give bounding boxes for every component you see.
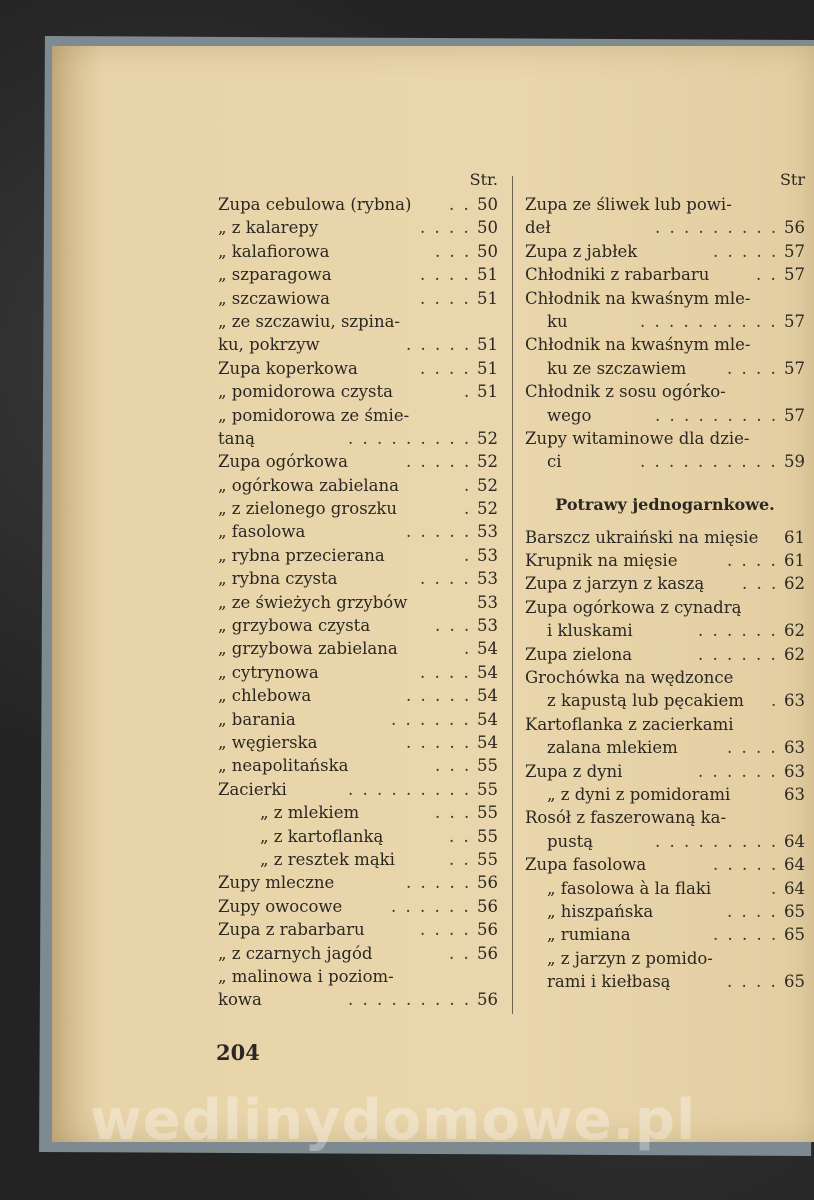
entry-page: 57: [784, 265, 805, 285]
entry-leader: . . . . . .: [698, 621, 778, 641]
toc-entry: [218, 918, 498, 941]
entry-leader: . . . . . . . . .: [348, 779, 472, 799]
entry-title: Chłodnik na kwaśnym mle-: [525, 288, 751, 308]
toc-entry: [218, 474, 498, 497]
entry-leader: . . . . .: [406, 873, 472, 893]
entry-page: 57: [784, 311, 805, 331]
toc-entry: [525, 783, 805, 806]
entry-leader: . . . . . .: [391, 896, 471, 916]
entry-title: Barszcz ukraiński na mięsie: [525, 527, 759, 547]
right-entries: [525, 193, 805, 474]
entry-leader: . . . . . . . . .: [348, 990, 472, 1010]
entry-page: 52: [477, 475, 498, 495]
entry-leader: . . . . .: [406, 522, 472, 542]
entry-title: „ rumiana: [547, 925, 631, 945]
entry-page: 54: [477, 709, 498, 729]
toc-entry: [525, 760, 805, 783]
entry-title: Krupnik na mięsie: [525, 551, 678, 571]
entry-page: 53: [477, 592, 498, 612]
toc-entry: [525, 380, 805, 403]
entry-page: 50: [477, 195, 498, 214]
toc-entry: [218, 240, 498, 263]
toc-entry: [525, 357, 805, 380]
entry-title: z kapustą lub pęcakiem: [547, 691, 744, 711]
entry-page: 63: [784, 738, 805, 758]
entry-page: 64: [784, 831, 805, 851]
entry-leader: . .: [449, 826, 471, 846]
entry-leader: . . . . . .: [698, 761, 778, 781]
entry-title: Kartoflanka z zacierkami: [525, 714, 734, 734]
entry-title: „ rybna czysta: [218, 569, 338, 589]
entry-leader: . . .: [435, 756, 472, 776]
entry-page: 64: [784, 878, 805, 898]
entry-page: 55: [477, 849, 498, 869]
entry-page: 55: [477, 803, 498, 823]
toc-entry: [525, 666, 805, 689]
entry-page: 57: [784, 358, 805, 378]
toc-entry: [525, 713, 805, 736]
entry-title: zalana mlekiem: [547, 738, 678, 758]
entry-page: 65: [784, 972, 805, 992]
entry-page: 53: [477, 616, 498, 636]
toc-entry: [525, 806, 805, 829]
entry-leader: . . . . . . . . . .: [640, 311, 778, 331]
toc-entry: [218, 988, 498, 1011]
page-number: 204: [216, 1040, 260, 1065]
entry-page: 56: [477, 943, 498, 963]
toc-entry: [218, 848, 498, 871]
toc-entry: [525, 427, 805, 450]
left-column-header: Str.: [469, 170, 498, 189]
entry-page: 61: [784, 551, 805, 571]
entry-page: 63: [784, 691, 805, 711]
entry-title: ci: [547, 452, 562, 472]
entry-leader: . . .: [435, 616, 472, 636]
entry-leader: .: [771, 878, 779, 898]
entry-leader: .: [464, 545, 472, 565]
entry-title: Zupa z jabłek: [525, 241, 638, 261]
entry-page: 62: [784, 574, 805, 594]
entry-page: 56: [477, 920, 498, 940]
toc-entry: [525, 970, 805, 993]
entry-title: „ z czarnych jagód: [218, 943, 373, 963]
entry-title: Grochówka na wędzonce: [525, 668, 734, 688]
toc-entry: [218, 380, 498, 403]
entry-leader: . . . .: [420, 288, 471, 308]
entry-title: „ węgierska: [218, 732, 318, 752]
entry-leader: . . . . . .: [698, 644, 778, 664]
entry-title: Zupa z jarzyn z kaszą: [525, 574, 705, 594]
entry-leader: . . . . .: [406, 452, 472, 472]
entry-title: „ szparagowa: [218, 265, 332, 285]
entry-leader: . . . . .: [406, 686, 472, 706]
entry-title: „ barania: [218, 709, 296, 729]
entry-page: 55: [477, 826, 498, 846]
entry-page: 52: [477, 428, 498, 448]
entry-title: Zupa koperkowa: [218, 358, 358, 378]
entry-title: Zacierki: [218, 779, 287, 799]
entry-page: 61: [784, 527, 805, 547]
toc-entry: [218, 684, 498, 707]
toc-entry: [218, 427, 498, 450]
section-title: Potrawy jednogarnkowe.: [555, 494, 775, 514]
entry-leader: . . .: [435, 803, 472, 823]
entry-page: 63: [784, 761, 805, 781]
toc-entry: [525, 572, 805, 595]
column-divider: [512, 176, 513, 1014]
entry-title: „ szczawiowa: [218, 288, 331, 308]
entry-leader: . . .: [435, 241, 472, 261]
entry-page: 62: [784, 644, 805, 664]
entry-page: 50: [477, 241, 498, 261]
toc-entry: [525, 689, 805, 712]
entry-page: 54: [477, 686, 498, 706]
entry-title: „ ze świeżych grzybów: [218, 592, 408, 612]
entry-title: Zupy mleczne: [218, 873, 335, 893]
entry-leader: . . . . . .: [391, 709, 471, 729]
toc-entry: [525, 450, 805, 473]
toc-entry: [525, 923, 805, 946]
entry-page: 62: [784, 621, 805, 641]
toc-entry: [525, 830, 805, 853]
toc-entry: [218, 708, 498, 731]
entry-title: i kluskami: [547, 621, 633, 641]
toc-entry: [218, 754, 498, 777]
entry-title: ku ze szczawiem: [547, 358, 687, 378]
entry-title: Zupa z rabarbaru: [218, 920, 365, 940]
entry-page: 53: [477, 545, 498, 565]
entry-title: „ malinowa i poziom-: [218, 966, 394, 986]
toc-entry: [218, 871, 498, 894]
entry-title: Chłodnik na kwaśnym mle-: [525, 335, 751, 355]
entry-title: Chłodniki z rabarbaru: [525, 265, 710, 285]
toc-entry: [218, 287, 498, 310]
toc-entry: [525, 877, 805, 900]
entry-title: „ z zielonego groszku: [218, 499, 397, 519]
entry-page: 65: [784, 925, 805, 945]
entry-leader: .: [771, 691, 779, 711]
entry-title: „ neapolitańska: [218, 756, 349, 776]
entry-title: deł: [525, 218, 551, 238]
entry-title: Zupa zielona: [525, 644, 633, 664]
entry-leader: . . . .: [420, 920, 471, 940]
entry-page: 56: [477, 896, 498, 916]
entry-title: Rosół z faszerowaną ka-: [525, 808, 727, 828]
entry-page: 51: [477, 265, 498, 285]
entry-title: „ hiszpańska: [547, 901, 654, 921]
entry-page: 63: [784, 784, 805, 804]
entry-leader: . . . . .: [406, 335, 472, 355]
entry-leader: . . . . . . . . . .: [640, 452, 778, 472]
entry-page: 55: [477, 779, 498, 799]
entry-title: „ grzybowa zabielana: [218, 639, 398, 659]
entry-leader: . . . . . . . . .: [655, 405, 779, 425]
entry-title: ku: [547, 311, 568, 331]
toc-entry: [525, 287, 805, 310]
entry-title: „ z jarzyn z pomido-: [547, 948, 713, 968]
entry-title: „ chlebowa: [218, 686, 312, 706]
toc-entry: [525, 310, 805, 333]
entry-page: 59: [784, 452, 805, 472]
toc-left-column: [218, 170, 498, 1012]
entry-title: „ z kalarepy: [218, 218, 319, 238]
entry-page: 51: [477, 382, 498, 402]
toc-entry: [218, 263, 498, 286]
toc-entry: [525, 596, 805, 619]
entry-title: „ ogórkowa zabielana: [218, 475, 399, 495]
entry-page: 51: [477, 335, 498, 355]
toc-entry: [525, 853, 805, 876]
entry-title: wego: [547, 405, 592, 425]
toc-entry: [525, 947, 805, 970]
entry-leader: . . . . . . . . .: [655, 218, 779, 238]
entry-leader: . . .: [742, 574, 779, 594]
entry-title: „ z dyni z pomidorami: [547, 784, 731, 804]
entry-page: 57: [784, 241, 805, 261]
entry-leader: .: [464, 475, 472, 495]
entry-title: Zupy witaminowe dla dzie-: [525, 428, 750, 448]
entry-title: Zupa cebulowa (rybna): [218, 195, 412, 214]
toc-entry: [525, 263, 805, 286]
toc-entry: [525, 549, 805, 572]
entry-leader: . . . . .: [406, 732, 472, 752]
entry-title: Zupa ogórkowa z cynadrą: [525, 597, 742, 617]
toc-entry: [525, 404, 805, 427]
entry-title: Zupa ze śliwek lub powi-: [525, 195, 732, 214]
entry-leader: . .: [449, 849, 471, 869]
entry-title: „ rybna przecierana: [218, 545, 385, 565]
entry-leader: . . . . . . . . .: [348, 428, 472, 448]
entry-title: ku, pokrzyw: [218, 335, 320, 355]
entry-leader: . .: [449, 195, 471, 214]
entry-title: „ ze szczawiu, szpina-: [218, 311, 400, 331]
toc-entry: [525, 526, 805, 549]
toc-entry: [218, 450, 498, 473]
entry-title: taną: [218, 428, 255, 448]
entry-page: 51: [477, 358, 498, 378]
toc-entry: [218, 801, 498, 824]
toc-entry: [525, 736, 805, 759]
entry-leader: . . . .: [727, 551, 778, 571]
toc-entry: [218, 895, 498, 918]
entry-leader: . . . .: [420, 569, 471, 589]
toc-entry: [218, 216, 498, 239]
toc-entry: [218, 310, 498, 333]
toc-entry: [218, 357, 498, 380]
entry-leader: . . . . . . . . .: [655, 831, 779, 851]
toc-entry: [218, 591, 498, 614]
entry-page: 52: [477, 499, 498, 519]
entry-title: „ z mlekiem: [260, 803, 360, 823]
entry-page: 53: [477, 569, 498, 589]
entry-leader: . . . .: [420, 662, 471, 682]
entry-title: „ z kartoflanką: [260, 826, 384, 846]
left-entries: [218, 193, 498, 1012]
toc-entry: [218, 193, 498, 216]
toc-entry: [218, 567, 498, 590]
entry-leader: . .: [449, 943, 471, 963]
entry-title: rami i kiełbasą: [547, 972, 671, 992]
entry-title: „ kalafiorowa: [218, 241, 330, 261]
toc-entry: [525, 240, 805, 263]
entry-page: 54: [477, 732, 498, 752]
entry-title: Zupa fasolowa: [525, 855, 647, 875]
toc-entry: [525, 216, 805, 239]
entry-title: Zupa ogórkowa: [218, 452, 348, 472]
toc-entry: [218, 333, 498, 356]
entry-leader: . . . . .: [713, 855, 779, 875]
toc-entry: [218, 825, 498, 848]
entry-leader: . . . .: [727, 358, 778, 378]
toc-right-column: [525, 170, 805, 994]
entry-leader: . . . .: [420, 358, 471, 378]
entry-title: Chłodnik z sosu ogórko-: [525, 382, 726, 402]
entry-page: 65: [784, 901, 805, 921]
entry-page: 56: [477, 873, 498, 893]
entry-title: Zupa z dyni: [525, 761, 623, 781]
toc-entry: [218, 497, 498, 520]
toc-entry: [525, 900, 805, 923]
entry-page: 53: [477, 522, 498, 542]
entry-title: „ grzybowa czysta: [218, 616, 371, 636]
right-column-header: Str: [779, 170, 805, 189]
toc-entry: [218, 965, 498, 988]
entry-title: „ fasolowa à la flaki: [547, 878, 712, 898]
entry-leader: . . . .: [420, 265, 471, 285]
entry-page: 54: [477, 662, 498, 682]
entry-page: 50: [477, 218, 498, 238]
toc-entry: [525, 193, 805, 216]
entry-title: „ pomidorowa czysta: [218, 382, 393, 402]
entry-page: 56: [477, 990, 498, 1010]
entry-leader: . . . .: [727, 972, 778, 992]
entry-page: 57: [784, 405, 805, 425]
toc-entry: [218, 544, 498, 567]
entry-title: pustą: [547, 831, 594, 851]
entry-leader: . . . .: [727, 738, 778, 758]
entry-page: 52: [477, 452, 498, 472]
entry-leader: .: [464, 382, 472, 402]
entry-leader: . .: [756, 265, 778, 285]
entry-title: kowa: [218, 990, 262, 1010]
watermark: wedlinydomowe.pl: [90, 1088, 697, 1153]
toc-entry: [218, 661, 498, 684]
toc-entry: [218, 778, 498, 801]
section-entries: [525, 526, 805, 994]
entry-leader: .: [464, 639, 472, 659]
entry-leader: . . . .: [420, 218, 471, 238]
toc-entry: [218, 614, 498, 637]
entry-title: „ z resztek mąki: [260, 849, 395, 869]
toc-entry: [218, 731, 498, 754]
entry-title: Zupy owocowe: [218, 896, 343, 916]
toc-entry: [218, 520, 498, 543]
entry-title: „ fasolowa: [218, 522, 306, 542]
entry-page: 56: [784, 218, 805, 238]
entry-page: 64: [784, 855, 805, 875]
toc-entry: [525, 619, 805, 642]
entry-title: „ pomidorowa ze śmie-: [218, 405, 410, 425]
entry-page: 51: [477, 288, 498, 308]
entry-page: 54: [477, 639, 498, 659]
entry-leader: . . . . .: [713, 241, 779, 261]
entry-leader: . . . . .: [713, 925, 779, 945]
toc-entry: [218, 404, 498, 427]
toc-entry: [218, 942, 498, 965]
toc-entry: [218, 637, 498, 660]
entry-page: 55: [477, 756, 498, 776]
entry-leader: . . . .: [727, 901, 778, 921]
entry-leader: .: [464, 499, 472, 519]
entry-title: „ cytrynowa: [218, 662, 319, 682]
toc-entry: [525, 643, 805, 666]
toc-entry: [525, 333, 805, 356]
